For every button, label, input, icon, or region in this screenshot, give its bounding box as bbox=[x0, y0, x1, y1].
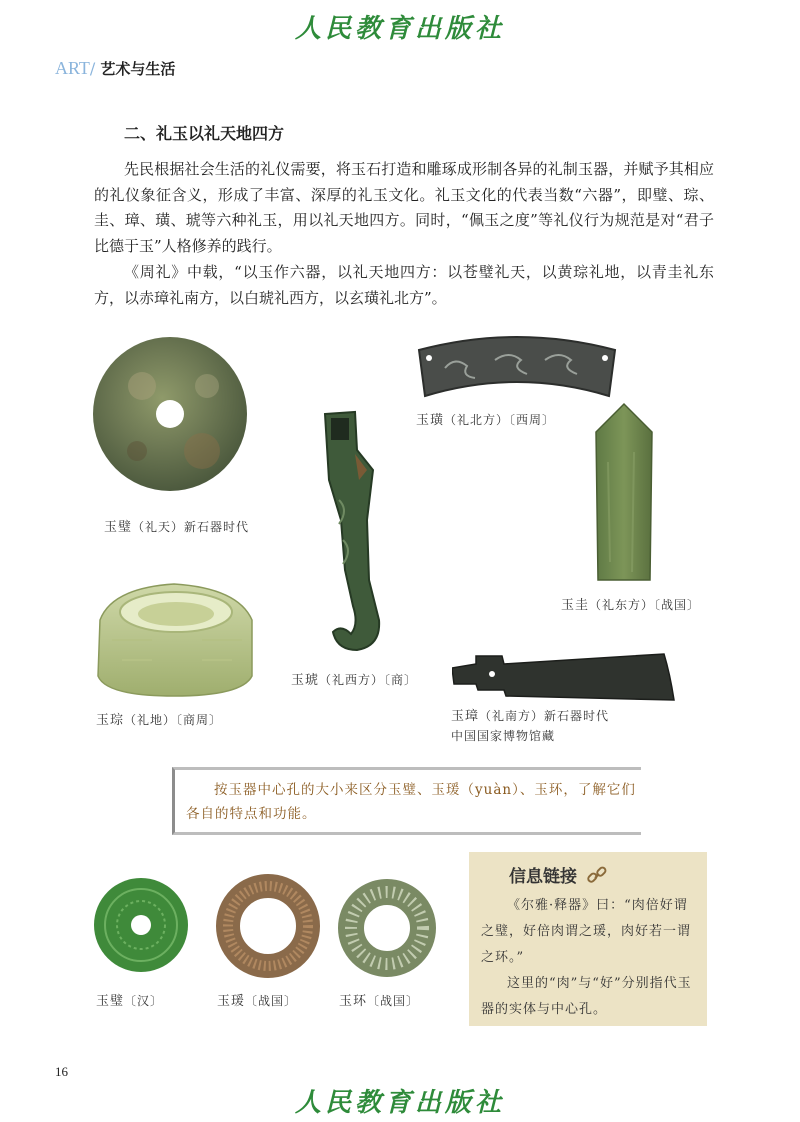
caption-detail: （礼北方）〔西周〕 bbox=[444, 413, 556, 427]
caption-name: 玉璋 bbox=[451, 709, 480, 724]
publisher-logo-top: 人民教育出版社 bbox=[294, 14, 505, 44]
section-name: 艺术与生活 bbox=[100, 60, 176, 78]
caption-name: 玉琥 bbox=[291, 673, 320, 688]
caption-name: 玉瑗 bbox=[217, 994, 246, 1009]
art-slash: / bbox=[89, 59, 96, 78]
caption-name: 玉圭 bbox=[561, 598, 590, 613]
info-link-paragraph-1: 《尔雅·释器》曰：“肉倍好谓之璧，好倍肉谓之瑗，肉好若一谓之环。” bbox=[481, 898, 692, 965]
info-link-body bbox=[481, 893, 699, 1023]
caption-small-jade-bi bbox=[96, 990, 163, 1009]
caption-name: 玉璧 bbox=[104, 520, 133, 535]
caption-jade-bi bbox=[104, 516, 249, 535]
caption-name: 玉璧 bbox=[96, 994, 125, 1009]
jade-huan-image bbox=[337, 878, 437, 978]
caption-detail: （礼南方）新石器时代 bbox=[479, 709, 610, 723]
caption-name: 玉璜 bbox=[416, 413, 445, 428]
activity-callout-text: 按玉器中心孔的大小来区分玉璧、玉瑗（yuàn）、玉环，了解它们各自的特点和功能。 bbox=[186, 782, 636, 822]
caption-jade-hu bbox=[291, 669, 417, 688]
caption-detail: 〔汉〕 bbox=[124, 994, 164, 1008]
caption-detail: （礼天）新石器时代 bbox=[132, 520, 250, 534]
jade-huang-image bbox=[415, 328, 620, 406]
jade-hu-image bbox=[315, 410, 385, 655]
info-link-paragraph-2: 这里的“肉”与“好”分别指代玉器的实体与中心孔。 bbox=[481, 976, 692, 1017]
caption-museum: 中国国家博物馆藏 bbox=[451, 729, 556, 743]
caption-detail: 〔战国〕 bbox=[367, 994, 420, 1008]
caption-detail: 〔战国〕 bbox=[245, 994, 298, 1008]
paragraph-1: 先民根据社会生活的礼仪需要，将玉石打造和雕琢成形制各异的礼制玉器，并赋予其相应的礼仪象征含义，形成了丰富、深厚的礼玉文化。礼玉文化的代表当数“六器”，即璧、琮、圭、璋、璜、琥等六种礼玉，用以礼天地四方。同时，“佩玉之度”等礼仪行为规范是对“君子比德于玉”人格修养的践行。 bbox=[94, 160, 714, 255]
section-tag bbox=[55, 58, 175, 79]
caption-jade-yuan bbox=[217, 990, 297, 1009]
info-link-title-text: 信息链接 bbox=[509, 867, 577, 887]
caption-detail: （礼西方）〔商〕 bbox=[319, 673, 418, 687]
link-icon bbox=[587, 866, 607, 884]
small-jade-bi-image bbox=[93, 877, 189, 973]
jade-yuan-image bbox=[215, 873, 321, 979]
caption-name: 玉环 bbox=[339, 994, 368, 1009]
jade-zhang-image bbox=[452, 650, 677, 702]
jade-gui-image bbox=[588, 402, 658, 582]
caption-jade-zhang bbox=[451, 705, 609, 724]
caption-detail: （礼东方）〔战国〕 bbox=[589, 598, 701, 612]
caption-name: 玉琮 bbox=[96, 713, 125, 728]
publisher-logo-bottom: 人民教育出版社 bbox=[294, 1088, 505, 1118]
page-number: 16 bbox=[55, 1064, 68, 1079]
section-heading: 二、礼玉以礼天地四方 bbox=[124, 124, 285, 143]
info-link-title bbox=[509, 862, 607, 887]
caption-jade-cong bbox=[96, 709, 222, 728]
paragraph-2: 《周礼》中载，“以玉作六器，以礼天地四方：以苍璧礼天，以黄琮礼地，以青圭礼东方，以赤璋礼南方，以白琥礼西方，以玄璜礼北方”。 bbox=[94, 263, 714, 307]
caption-jade-huang bbox=[416, 409, 555, 428]
jade-cong-image bbox=[92, 580, 257, 698]
art-label: ART bbox=[55, 58, 90, 78]
caption-detail: （礼地）〔商周〕 bbox=[124, 713, 223, 727]
caption-jade-gui bbox=[561, 594, 700, 613]
jade-bi-image bbox=[92, 336, 248, 492]
caption-jade-huan bbox=[339, 990, 419, 1009]
